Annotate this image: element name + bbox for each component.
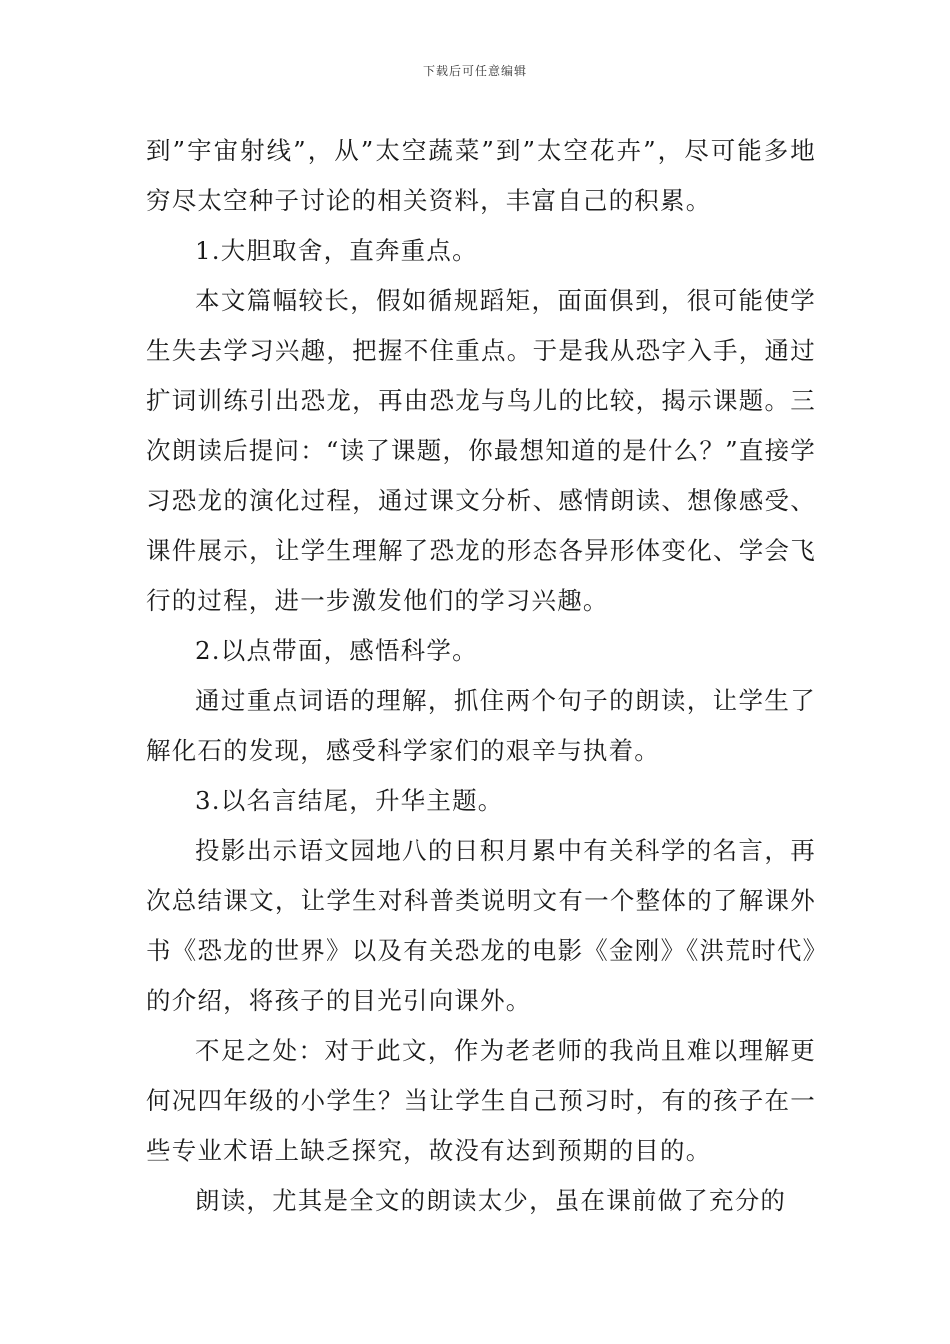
paragraph-7: 投影出示语文园地八的日积月累中有关科学的名言，再次总结课文，让学生对科普类说明文有一个整体的了解课外书《恐龙的世界》以及有关恐龙的电影《金刚》《洪荒时代》的介绍，将孩子的目光引向课外。 [146,836,816,1015]
paragraph-4: 2.以点带面，感悟科学。 [195,636,478,665]
paragraph-5: 通过重点词语的理解，抓住两个句子的朗读，让学生了解化石的发现，感受科学家们的艰辛与执着。 [146,686,816,765]
paragraph-2: 1.大胆取舍，直奔重点。 [195,236,478,265]
paragraph-6: 3.以名言结尾，升华主题。 [195,786,504,815]
paragraph-8: 不足之处：对于此文，作为老老师的我尚且难以理解更何况四年级的小学生？当让学生自己预习时，有的孩子在一些专业术语上缺乏探究，故没有达到预期的目的。 [146,1036,816,1165]
paragraph-1: 到”宇宙射线”，从”太空蔬菜”到”太空花卉”，尽可能多地穷尽太空种子讨论的相关资料，丰富自己的积累。 [146,136,816,215]
page-header: 下载后可任意编辑 [422,64,527,78]
paragraph-3: 本文篇幅较长，假如循规蹈矩，面面俱到，很可能使学生失去学习兴趣，把握不住重点。于是我从恐字入手，通过扩词训练引出恐龙，再由恐龙与鸟儿的比较，揭示课题。三次朗读后提问：“读了课题，你最想知道的是什么？”直接学习恐龙的演化过程，通过课文分析、感情朗读、想像感受、课件展示，让学生理解了恐龙的形态各异形体变化、学会飞行的过程，进一步激发他们的学习兴趣。 [146,286,816,615]
document-body [146,126,816,1226]
paragraph-9: 朗读，尤其是全文的朗读太少，虽在课前做了充分的 [195,1186,787,1215]
